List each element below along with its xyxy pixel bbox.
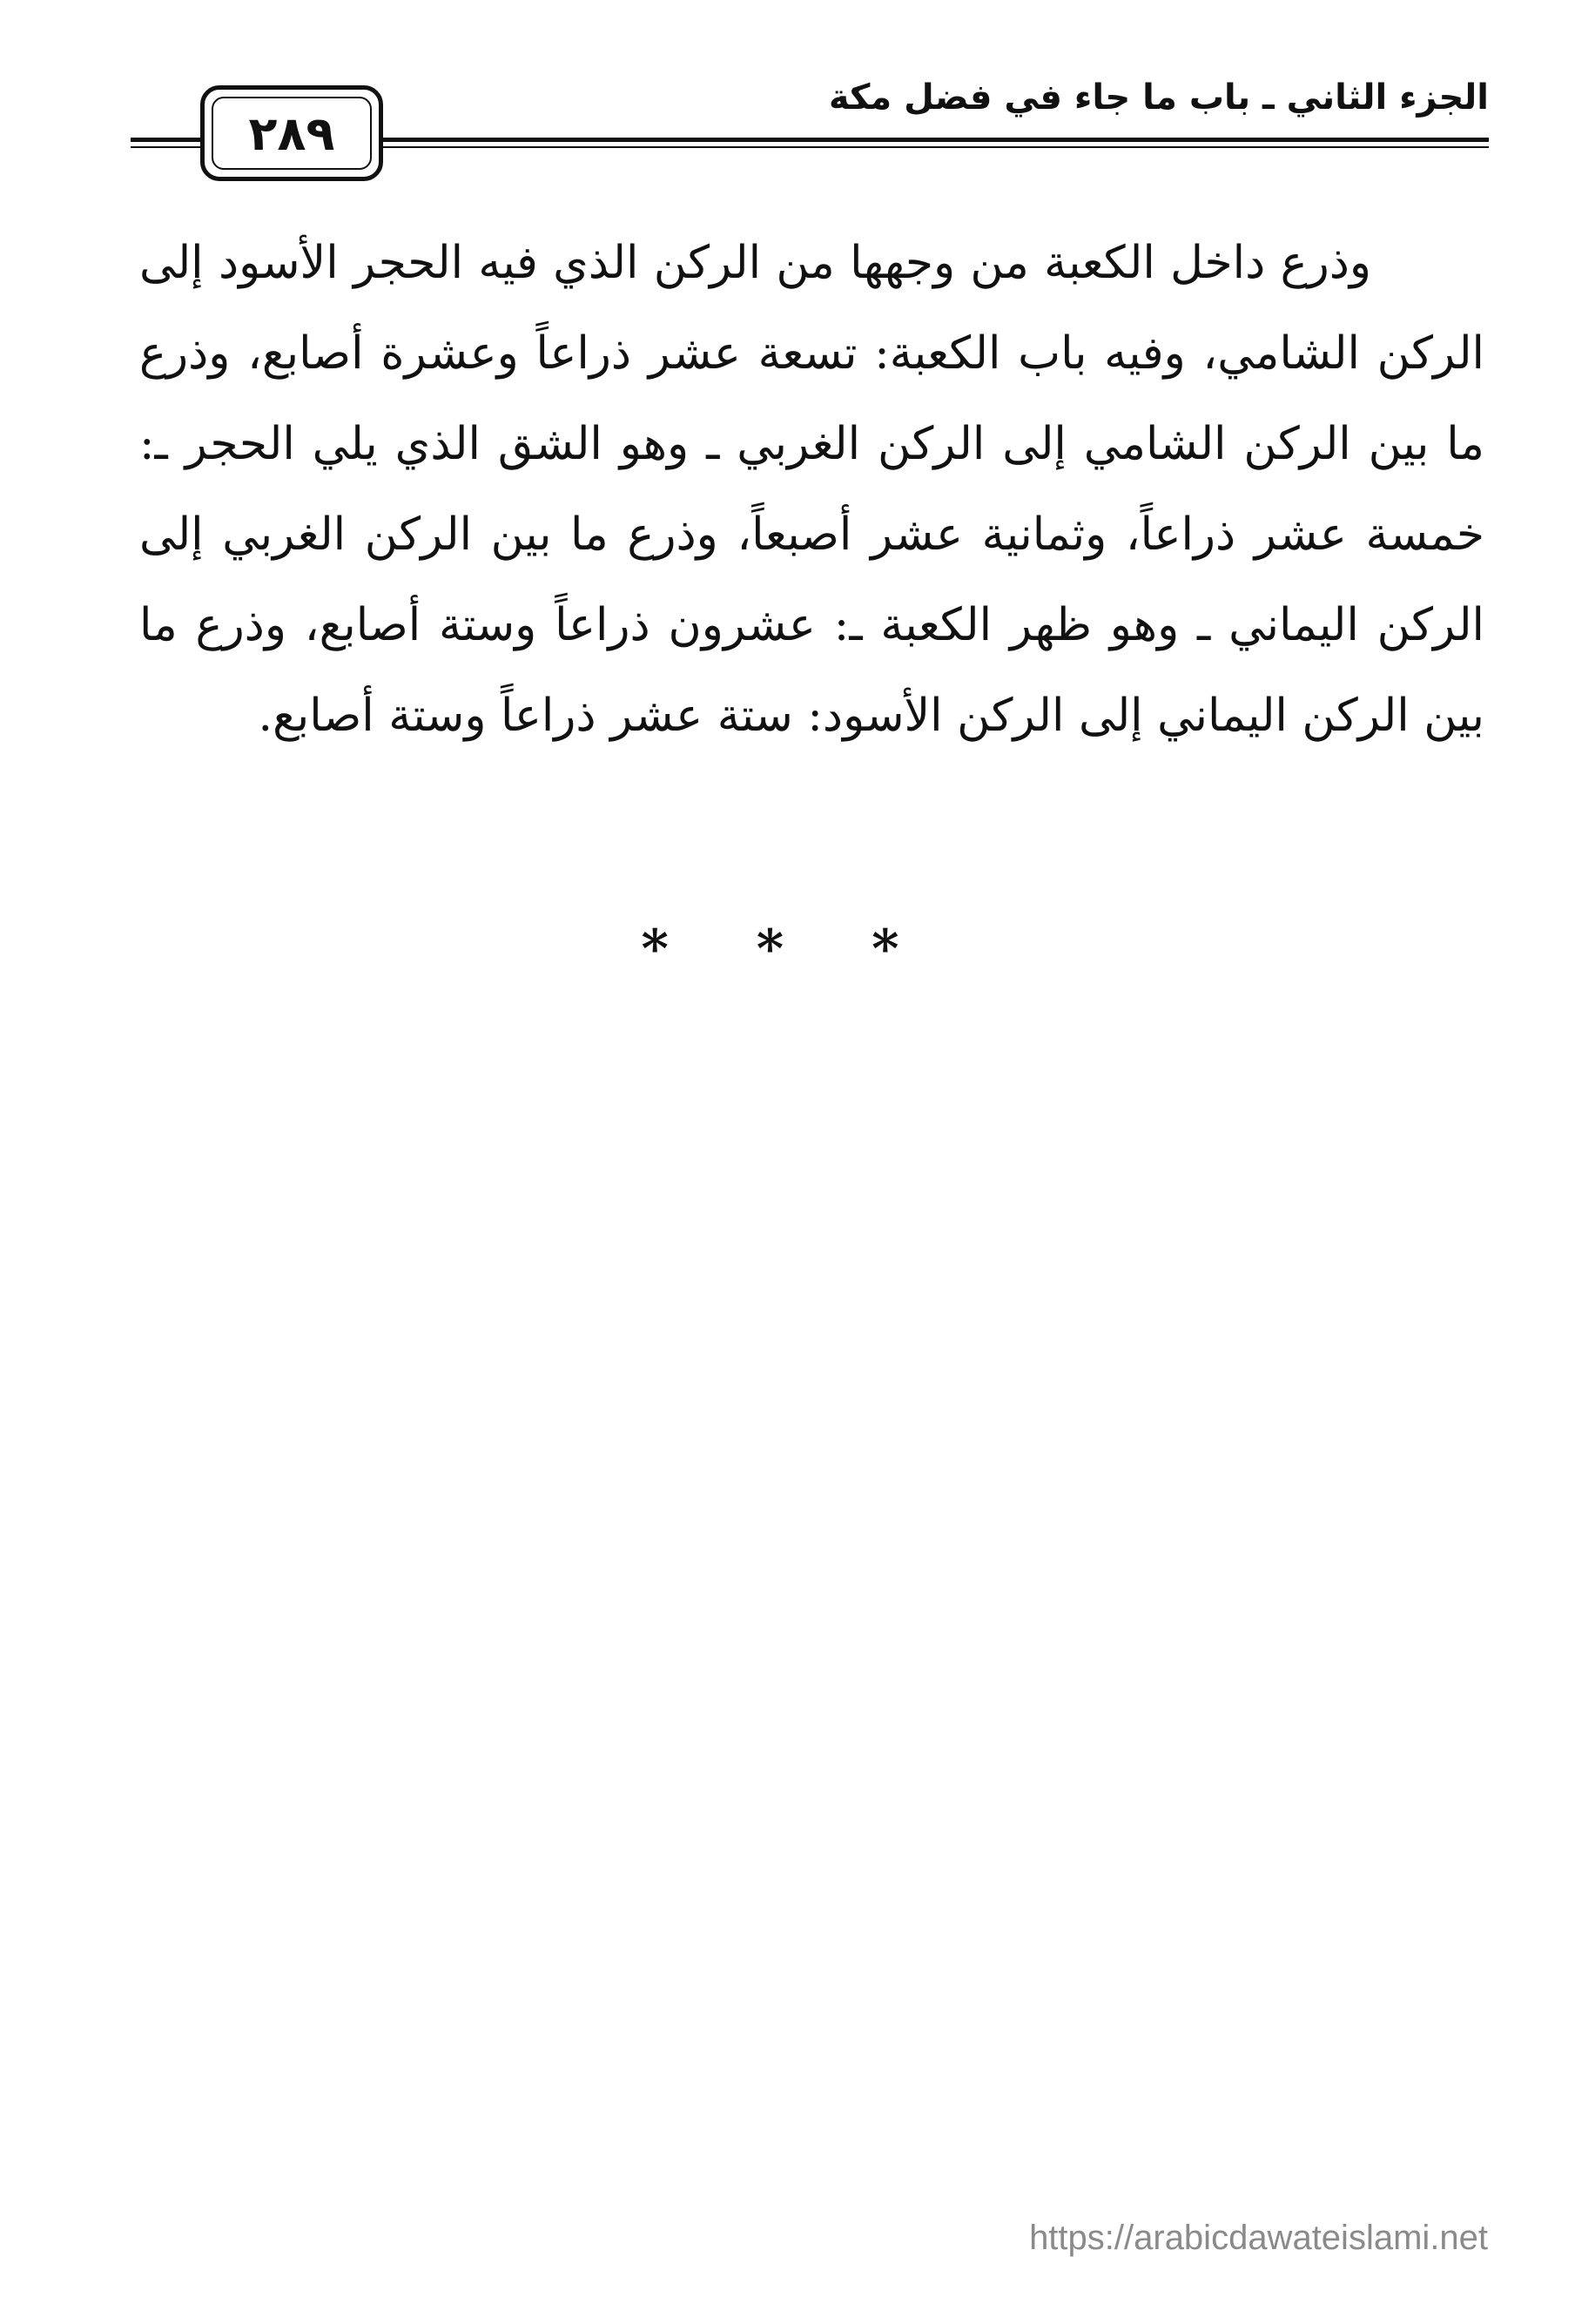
page-number-frame xyxy=(200,85,383,181)
section-separator: * * * xyxy=(641,919,934,980)
watermark-url: https://arabicdawateislami.net xyxy=(1029,2219,1488,2257)
page-header xyxy=(131,77,1489,181)
body-text xyxy=(139,218,1484,761)
page-number: ٢٨٩ xyxy=(212,97,372,170)
running-title: الجزء الثاني ـ باب ما جاء في فضل مكة xyxy=(828,77,1489,118)
body-paragraph: وذرع داخل الكعبة من وجهها من الركن الذي فيه الحجر الأسود إلى الركن الشامي، وفيه باب الكعبة: تسعة عشر ذراعاً وعشرة أصابع، وذرع ما بين الركن الشامي إلى الركن الغربي ـ وهو الشق الذي يلي الحجر ـ: خمسة عشر ذراعاً، وثمانية عشر أصبعاً، وذرع ما بين الركن الغربي إلى الركن اليماني ـ وهو ظهر الكعبة ـ: عشرون ذراعاً وستة أصابع، وذرع ما بين الركن اليماني إلى الركن الأسود: ستة عشر ذراعاً وستة أصابع. xyxy=(139,237,1485,742)
